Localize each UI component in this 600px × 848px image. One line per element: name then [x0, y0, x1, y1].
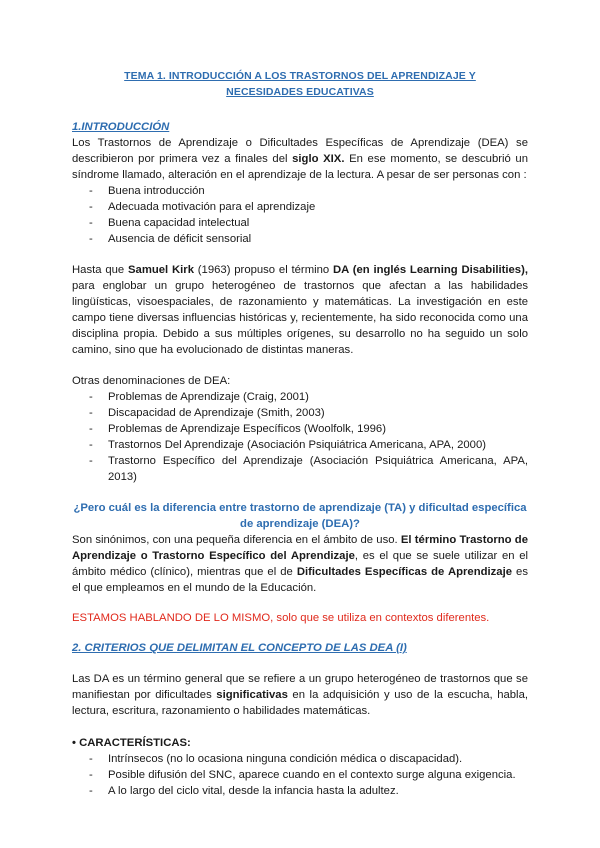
kirk-paragraph: [72, 262, 528, 358]
kirk-text-a: Hasta que: [72, 264, 128, 276]
list-item: - Discapacidad de Aprendizaje (Smith, 2003): [72, 405, 528, 421]
list-item: - Adecuada motivación para el aprendizaje: [72, 199, 528, 215]
list-item: - Ausencia de déficit sensorial: [72, 231, 528, 247]
intro-text-c: En ese momento, se descubrió un síndrome llamado, alteración en el aprendizaje de la lectura. A pesar de ser personas con :: [72, 153, 528, 181]
definition-paragraph: [72, 671, 528, 719]
conditions-list: [72, 183, 528, 247]
list-item: - Buena capacidad intelectual: [72, 215, 528, 231]
syn-text-a: Son sinónimos, con una pequeña diferencia en el ámbito de uso.: [72, 534, 401, 546]
kirk-bold-term: DA (en inglés Learning Disabilities),: [333, 264, 528, 276]
characteristics-list: [72, 751, 528, 799]
kirk-text-e: para englobar un grupo heterogéneo de trastornos que afectan a las habilidades lingüísticas, visoespaciales, de razonamiento y matemáticas. La investigación en este campo tiene diversas influencias históricas y, recientemente, ha sido reconocida como una disciplina propia. Debido a sus múltiples orígenes, su desarrollo no ha seguido un solo camino, sino que ha evolucionado de distintas maneras.: [72, 280, 528, 356]
intro-text-a: Los Trastornos de Aprendizaje o Dificultades Específicas de Aprendizaje (DEA) se describieron por primera vez a finales del: [72, 137, 528, 165]
syn-text-e: es el que empleamos en el mundo de la Educación.: [72, 566, 528, 594]
characteristics-label: • CARACTERÍSTICAS:: [72, 737, 191, 749]
list-item: - Buena introducción: [72, 183, 528, 199]
document-title: [82, 68, 518, 100]
kirk-text-c: (1963) propuso el término: [193, 264, 333, 276]
other-names-list: [72, 389, 528, 485]
title-line-2: NECESIDADES EDUCATIVAS: [226, 86, 374, 98]
difference-question: ¿Pero cuál es la diferencia entre trastorno de aprendizaje (TA) y dificultad específica de aprendizaje (DEA)?: [73, 502, 527, 530]
synonyms-paragraph: [72, 532, 528, 596]
syn-text-c: , es el que se suele utilizar en el ámbito médico (clínico), mientras que el de: [72, 550, 528, 578]
def-text-a: Las DA es un término general que se refiere a un grupo heterogéneo de trastornos que se manifiestan por dificultades: [72, 673, 528, 701]
highlight-note: ESTAMOS HABLANDO DE LO MISMO, solo que se utiliza en contextos diferentes.: [72, 612, 490, 624]
section-2-heading: 2. CRITERIOS QUE DELIMITAN EL CONCEPTO DE LAS DEA (I): [72, 642, 407, 654]
def-text-c: en la adquisición y uso de la escucha, habla, lectura, escritura, razonamiento o habilidades matemáticas.: [72, 689, 528, 717]
kirk-bold-name: Samuel Kirk: [128, 264, 194, 276]
list-item: - Intrínsecos (no lo ocasiona ninguna condición médica o discapacidad).: [72, 751, 528, 767]
intro-bold-siglo: siglo XIX.: [292, 153, 345, 165]
syn-bold-dificultades: Dificultades Específicas de Aprendizaje: [296, 566, 512, 578]
intro-paragraph: [72, 135, 528, 183]
list-item: - Trastornos Del Aprendizaje (Asociación Psiquiátrica Americana, APA, 2000): [72, 437, 528, 453]
list-item: - Posible difusión del SNC, aparece cuando en el contexto surge alguna exigencia.: [72, 767, 528, 783]
list-item: - Trastorno Específico del Aprendizaje (Asociación Psiquiátrica Americana, APA, 2013): [72, 453, 528, 485]
def-bold-significativas: significativas: [216, 689, 288, 701]
title-line-1: TEMA 1. INTRODUCCIÓN A LOS TRASTORNOS DEL APRENDIZAJE Y: [124, 70, 476, 82]
document-body: [72, 68, 528, 799]
list-item: - Problemas de Aprendizaje (Craig, 2001): [72, 389, 528, 405]
list-item: - A lo largo del ciclo vital, desde la infancia hasta la adultez.: [72, 783, 528, 799]
section-1-heading: 1.INTRODUCCIÓN: [72, 121, 170, 133]
list-item: - Problemas de Aprendizaje Específicos (Woolfolk, 1996): [72, 421, 528, 437]
syn-bold-trastorno: El término Trastorno de Aprendizaje o Trastorno Específico del Aprendizaje: [72, 534, 528, 562]
other-names-label: Otras denominaciones de DEA:: [72, 375, 231, 387]
